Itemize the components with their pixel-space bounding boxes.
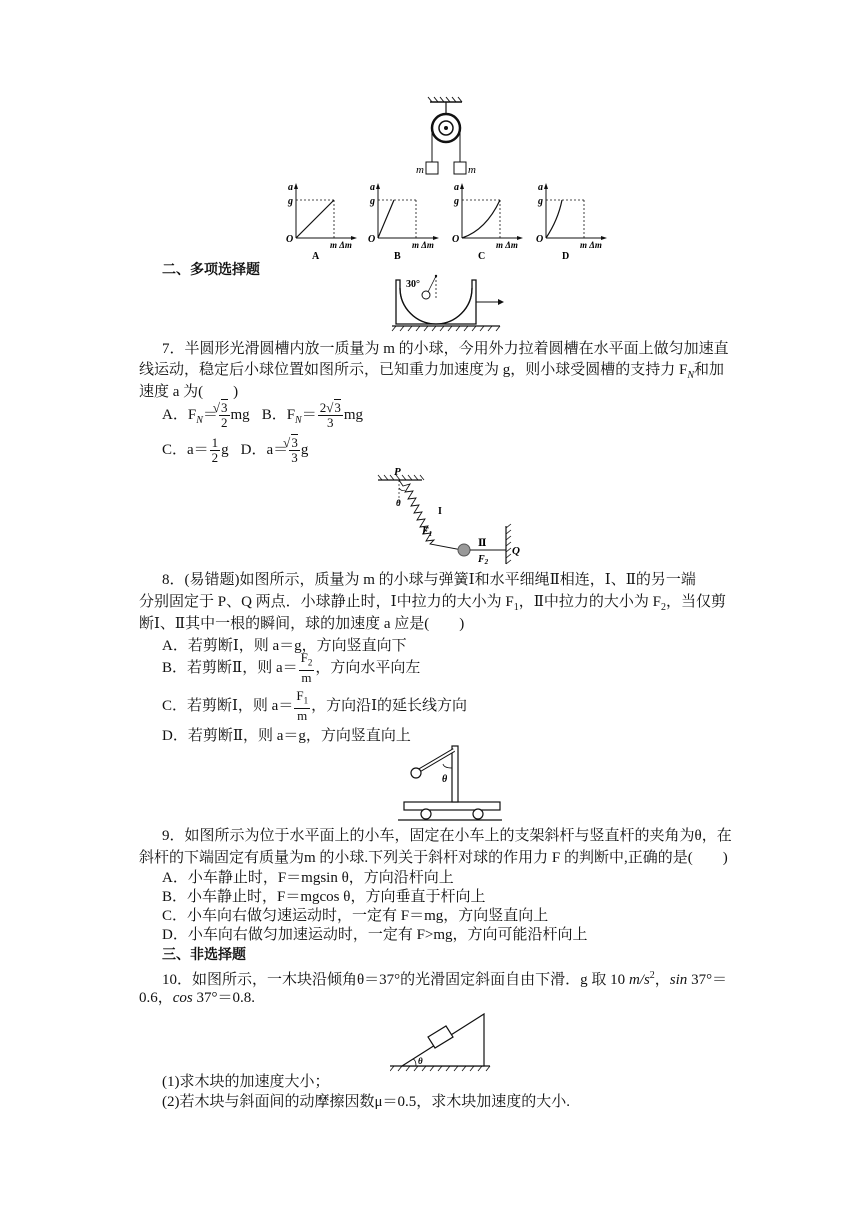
figure-semicircle-groove bbox=[388, 274, 508, 332]
y-axis-label: a bbox=[538, 182, 543, 193]
q9-option-c[interactable]: C．小车向右做匀速运动时，一定有 F＝mg，方向竖直向上 bbox=[162, 908, 549, 924]
q7-option-b-label: B．F bbox=[261, 406, 296, 423]
q7-options-ab bbox=[162, 398, 363, 434]
point-p-label: P bbox=[394, 466, 401, 478]
q8-line2b: ，Ⅱ中拉力的大小为 F bbox=[518, 594, 661, 610]
section-title-multiple-choice: 二、多项选择题 bbox=[162, 262, 260, 278]
y-axis-label: a bbox=[370, 182, 375, 193]
q10-line1c: 37°＝ bbox=[687, 972, 728, 988]
q7-option-c-label: C．a＝ bbox=[162, 441, 209, 458]
q7-option-d[interactable] bbox=[241, 436, 309, 465]
force-f1-sub: 1 bbox=[428, 530, 433, 538]
q7-option-d-den: 3 bbox=[291, 449, 298, 465]
q9-option-d[interactable]: D．小车向右做匀加速运动时，一定有 F>mg，方向可能沿杆向上 bbox=[162, 927, 588, 943]
q8-line1: 8．(易错题)如图所示，质量为 m 的小球与弹簧Ⅰ和水平细绳Ⅱ相连，Ⅰ、Ⅱ的另一端 bbox=[162, 572, 696, 588]
graph-a bbox=[286, 182, 357, 262]
q8-line2: 分别固定于 P、Q 两点．小球静止时，Ⅰ中拉力的大小为 $F_1$，Ⅱ中拉力的大小为 $F_2$，当仅剪 bbox=[139, 594, 727, 613]
q8-option-b-fraction bbox=[299, 651, 315, 685]
q9-option-b[interactable]: B．小车静止时，F＝mgcos θ，方向垂直于杆向上 bbox=[162, 889, 486, 905]
theta-label: θ bbox=[396, 498, 401, 508]
g-label: g bbox=[288, 196, 293, 207]
q7-option-a-eq: ＝ bbox=[202, 406, 218, 423]
graph-c bbox=[452, 182, 523, 262]
theta-label: θ bbox=[442, 774, 448, 785]
y-axis-label: a bbox=[288, 182, 293, 193]
q7-option-c-fraction bbox=[210, 436, 221, 465]
force-f2-label bbox=[477, 554, 489, 566]
q9-option-a[interactable]: A．小车静止时，F＝mgsin θ，方向沿杆向上 bbox=[162, 870, 454, 886]
q10-line1b: ， bbox=[654, 972, 670, 988]
q8-line2a: 分别固定于 P、Q 两点．小球静止时，Ⅰ中拉力的大小为 F bbox=[139, 594, 514, 610]
mass-label-left: m bbox=[416, 164, 424, 176]
q7-option-a-num: √ 3 bbox=[221, 399, 228, 415]
q7-option-a[interactable] bbox=[162, 401, 250, 431]
q10-line2b: 37°＝0.8. bbox=[192, 990, 256, 1006]
q7-option-b-den: 3 bbox=[327, 415, 334, 431]
q7-line2-sub: N bbox=[687, 370, 695, 381]
pulley-figure bbox=[400, 96, 490, 180]
q7-option-b-coef: 2 bbox=[319, 400, 327, 416]
option-label-b: B bbox=[394, 251, 401, 262]
q10-sub2: (2)若木块与斜面间的动摩擦因数μ＝0.5，求木块加速度的大小. bbox=[162, 1094, 571, 1110]
q8-option-c-fraction bbox=[294, 689, 310, 723]
x-axis-label: m Δm bbox=[412, 240, 434, 250]
option-label-a: A bbox=[312, 251, 320, 262]
q7-option-b-sub: N bbox=[295, 414, 302, 426]
q7-option-b-num: √ 3 bbox=[334, 399, 341, 415]
point-q-label: Q bbox=[512, 545, 520, 557]
q10-sub1: (1)求木块的加速度大小； bbox=[162, 1074, 330, 1090]
x-axis-label: m Δm bbox=[330, 240, 352, 250]
q8-option-c-num-sub: 1 bbox=[303, 695, 309, 706]
q7-line1: 7．半圆形光滑圆槽内放一质量为 m 的小球，今用外力拉着圆槽在水平面上做匀加速直 bbox=[162, 341, 729, 357]
y-axis-label: a bbox=[454, 182, 459, 193]
q7-option-a-label: A．F bbox=[162, 406, 197, 423]
q10-unit-sup: 2 bbox=[649, 970, 655, 981]
theta-label: θ bbox=[418, 1056, 423, 1066]
q8-option-c[interactable] bbox=[162, 688, 467, 724]
x-axis-label: m Δm bbox=[580, 240, 602, 250]
q9-line1: 9．如图所示为位于水平面上的小车，固定在小车上的支架斜杆与竖直杆的夹角为θ，在 bbox=[162, 828, 732, 844]
q7-option-a-sub: N bbox=[196, 414, 203, 426]
q7-option-b-fraction bbox=[318, 401, 343, 430]
q7-option-a-unit: mg bbox=[230, 406, 250, 423]
q8-option-b-post: ，方向水平向左 bbox=[315, 660, 421, 676]
q8-option-b-pre: B．若剪断Ⅱ，则 a＝ bbox=[162, 660, 298, 676]
x-axis-label: m Δm bbox=[496, 240, 518, 250]
origin-label: O bbox=[536, 234, 544, 245]
q7-options-cd bbox=[162, 432, 308, 468]
q8-option-b[interactable] bbox=[162, 650, 420, 686]
q7-option-c[interactable] bbox=[162, 436, 229, 465]
option-label-c: C bbox=[478, 251, 486, 262]
q8-option-d[interactable]: D．若剪断Ⅱ，则 a＝g，方向竖直向上 bbox=[162, 728, 411, 744]
g-label: g bbox=[370, 196, 375, 207]
q7-option-b[interactable] bbox=[262, 401, 363, 431]
q10-line1a: 10．如图所示，一木块沿倾角θ＝37°的光滑固定斜面自由下滑．g 取 10 bbox=[162, 972, 629, 988]
q8-option-c-post: ，方向沿Ⅰ的延长线方向 bbox=[311, 698, 468, 714]
q7-line2-end: 和加 bbox=[694, 362, 725, 378]
q8-option-b-num-sub: 2 bbox=[307, 657, 313, 668]
q7-option-a-fraction bbox=[219, 401, 230, 430]
section-title-non-choice: 三、非选择题 bbox=[162, 947, 246, 963]
mass-label-right: m bbox=[468, 164, 476, 176]
q8-line3: 断Ⅰ、Ⅱ其中一根的瞬间，球的加速度 a 应是( ) bbox=[139, 616, 465, 632]
q7-option-c-num: 1 bbox=[211, 434, 219, 450]
q8-option-c-pre: C．若剪断Ⅰ，则 a＝ bbox=[162, 698, 294, 714]
q10-line1 bbox=[162, 966, 727, 990]
q8-option-c-num: F bbox=[296, 688, 304, 704]
origin-label: O bbox=[286, 234, 294, 245]
force-f1-f: F bbox=[422, 526, 429, 537]
angle-label: 30° bbox=[406, 279, 420, 290]
g-label: g bbox=[454, 196, 459, 207]
force-f1-label bbox=[421, 526, 432, 538]
q8-option-a[interactable]: A．若剪断Ⅰ，则 a＝g，方向竖直向下 bbox=[162, 638, 407, 654]
q7-option-c-den: 2 bbox=[211, 449, 219, 465]
spring-label-I: I bbox=[438, 506, 442, 517]
g-label: g bbox=[538, 196, 543, 207]
q7-option-a-den: 2 bbox=[220, 415, 228, 431]
q10-sin: sin bbox=[669, 972, 688, 988]
q7-option-c-unit: g bbox=[221, 441, 229, 458]
q7-option-b-eq: ＝ bbox=[301, 406, 317, 423]
origin-label: O bbox=[368, 234, 376, 245]
graph-d bbox=[536, 182, 607, 262]
q7-option-d-fraction bbox=[289, 436, 300, 465]
q8-option-c-den: m bbox=[297, 707, 308, 723]
figure-spring-string bbox=[372, 466, 522, 566]
q8-line2c: ，当仅剪 bbox=[666, 594, 727, 610]
figure-incline bbox=[390, 1010, 496, 1072]
string-label-II: Ⅱ bbox=[478, 538, 487, 549]
q7-line2-text: 线运动，稳定后小球位置如图所示，已知重力加速度为 g，则小球受圆槽的支持力 F bbox=[139, 362, 688, 378]
q9-line2: 斜杆的下端固定有质量为m 的小球.下列关于斜杆对球的作用力 F 的判断中,正确的是( ) bbox=[139, 850, 728, 866]
q8-option-b-num: F bbox=[300, 650, 308, 666]
q7-line3: 速度 a 为( ) bbox=[139, 384, 239, 400]
q10-cos: cos bbox=[172, 990, 193, 1006]
q10-unit: m/s bbox=[628, 972, 650, 988]
q7-option-d-label: D．a＝ bbox=[240, 441, 289, 458]
q10-line2 bbox=[139, 988, 255, 1008]
q7-option-b-unit: mg bbox=[343, 406, 364, 423]
origin-label: O bbox=[452, 234, 460, 245]
q7-option-d-unit: g bbox=[300, 441, 309, 458]
figure-cart-bracket bbox=[398, 742, 510, 824]
graph-b bbox=[368, 182, 439, 262]
q7-option-d-num: √ 3 bbox=[291, 434, 298, 450]
graphs-abcd bbox=[282, 180, 612, 262]
q10-line2a: 0.6， bbox=[139, 990, 173, 1006]
force-f2-f: F bbox=[478, 554, 485, 565]
q8-option-b-den: m bbox=[301, 669, 312, 685]
force-f2-sub: 2 bbox=[484, 558, 489, 566]
option-label-d: D bbox=[562, 251, 570, 262]
